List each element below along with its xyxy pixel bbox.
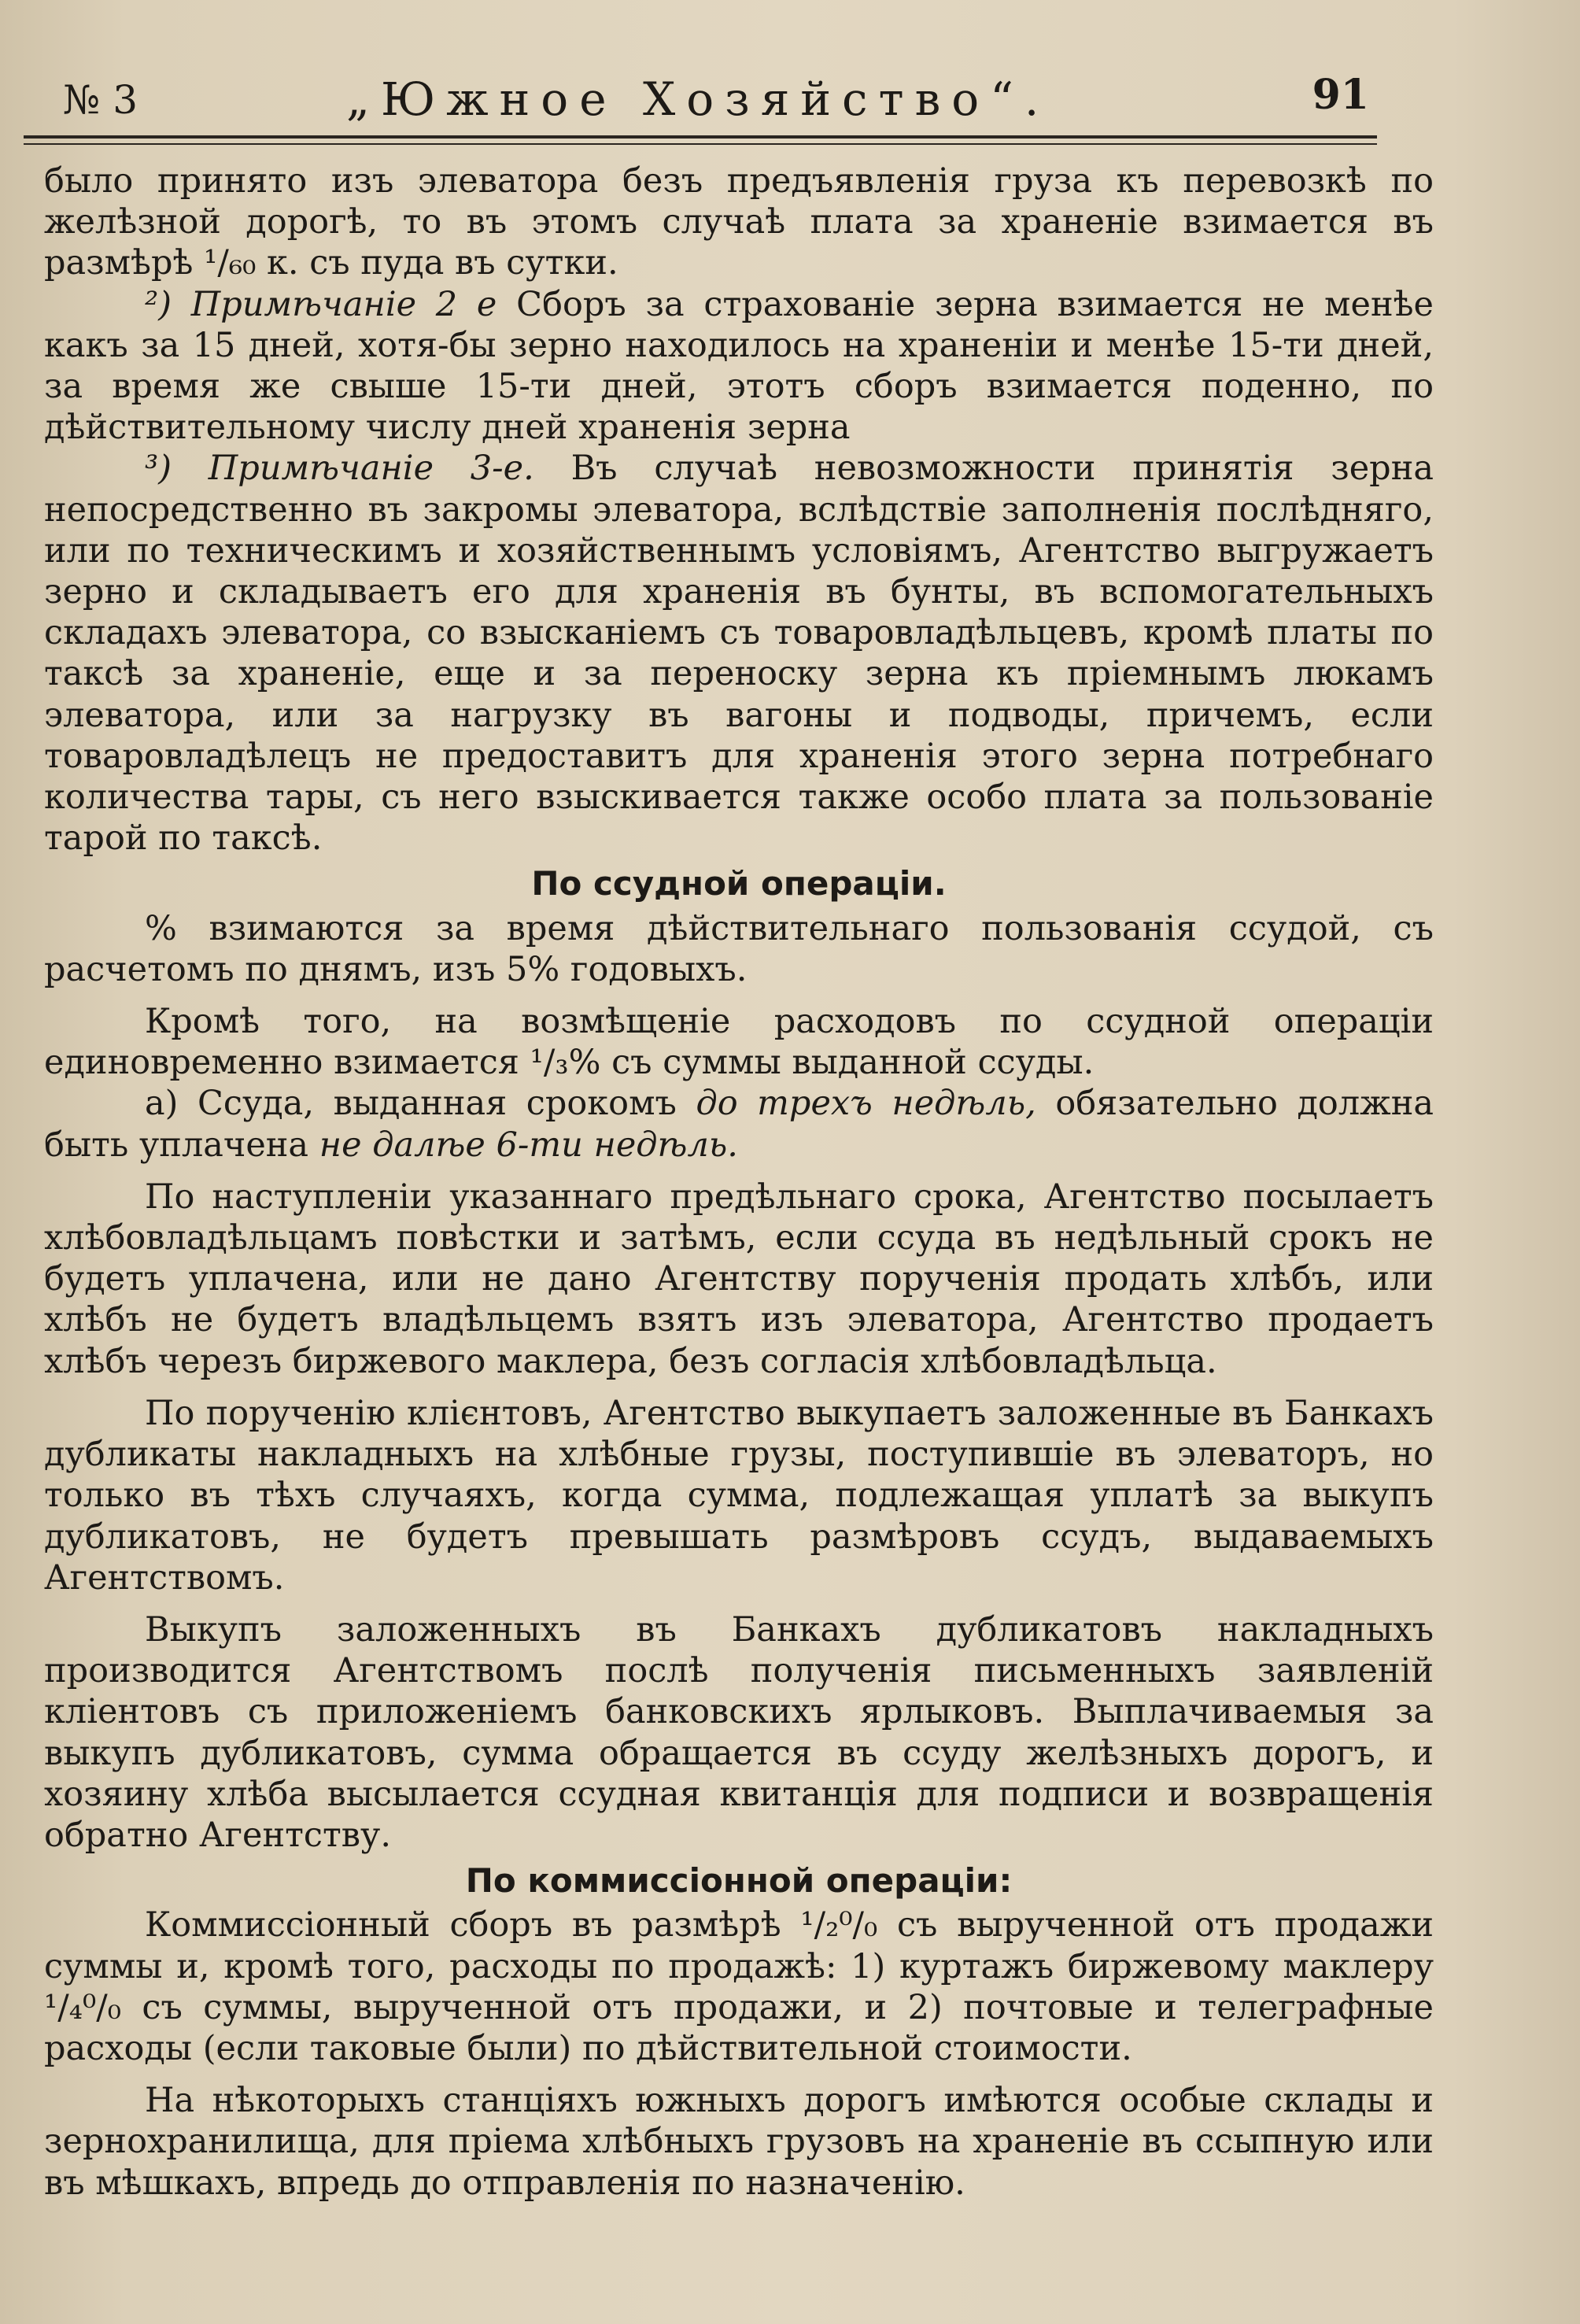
section-heading: По ссудной операціи. bbox=[531, 864, 947, 903]
footnote-paragraph bbox=[44, 284, 1434, 449]
italic-run: до трехъ недѣль, bbox=[696, 1084, 1036, 1124]
page-number: 91 bbox=[1312, 71, 1369, 119]
section-heading: По коммиссіонной операціи: bbox=[465, 1861, 1013, 1901]
footnote-text: Въ случаѣ невозможности принятія зерна непосредственно въ закромы элеватора, вслѣдствіе заполненія послѣдняго, или по техническимъ и хозяйственнымъ условіямъ, Агентство выгружаетъ зерно и складываетъ его для храненія въ бунты, въ вспомогательныхъ складахъ элеватора, со взысканіемъ съ товаровладѣльцевъ, кромѣ платы по таксѣ за храненіе, еще и за переноску зерна къ пріемнымъ люкамъ элеватора, или за нагрузку въ вагоны и подводы, причемъ, если товаровладѣлецъ не предоставитъ для храненія этого зерна потребнаго количества тары, съ него взыскивается также особо плата за пользованіе тарой по таксѣ. bbox=[44, 449, 1434, 859]
running-header bbox=[63, 66, 1369, 137]
footnote-mark: ³) Примѣчаніе 3-е. bbox=[145, 449, 534, 489]
paragraph: По порученію клієнтовъ, Агентство выкупаетъ заложенные въ Банкахъ дубликаты накладныхъ на хлѣбные грузы, поступившіе въ элеваторъ, но только въ тѣхъ случаяхъ, когда сумма, подлежащая уплатѣ за выкупъ дубликатовъ, не будетъ превышать размѣровъ ссудъ, выдаваемыхъ Агентствомъ. bbox=[44, 1393, 1434, 1598]
paragraph: было принято изъ элеватора безъ предъявленія груза къ перевозкѣ по желѣзной дорогѣ, то въ этомъ случаѣ плата за храненіе взимается въ размѣрѣ ¹/₆₀ к. съ пуда въ сутки. bbox=[44, 161, 1434, 283]
paragraph: На нѣкоторыхъ станціяхъ южныхъ дорогъ имѣются особые склады и зернохранилища, для пріема хлѣбныхъ грузовъ на храненіе въ ссыпную или въ мѣшкахъ, впредь до отправленія по назначенію. bbox=[44, 2081, 1434, 2203]
header-rule-thin bbox=[24, 143, 1377, 145]
paragraph: % взимаются за время дѣйствительнаго пользованія ссудой, съ расчетомъ по днямъ, изъ 5% годовыхъ. bbox=[44, 908, 1434, 989]
journal-title: „Южное Хозяйство“. bbox=[346, 72, 1050, 126]
paragraph: Выкупъ заложенныхъ въ Банкахъ дубликатовъ накладныхъ производится Агентствомъ послѣ полученія письменныхъ заявленій кліентовъ съ приложеніемъ банковскихъ ярлыковъ. Выплачиваемыя за выкупъ дубликатовъ, сумма обращается въ ссуду желѣзныхъ дорогъ, и хозяину хлѣба высылается ссудная квитанція для подписи и возвращенія обратно Агентству. bbox=[44, 1609, 1434, 1855]
issue-number: № 3 bbox=[63, 77, 138, 123]
footnote-mark: ²) Примѣчаніе 2 е bbox=[145, 284, 497, 324]
header-rule bbox=[24, 135, 1377, 139]
paragraph: Кромѣ того, на возмѣщеніе расходовъ по ссудной операціи единовременно взимается ¹/₃% съ суммы выданной ссуды. bbox=[44, 1002, 1434, 1083]
footnote-paragraph bbox=[44, 448, 1434, 859]
text-run: обязательно должна быть уплачена bbox=[44, 1084, 1434, 1165]
text-run: а) Ссуда, выданная срокомъ bbox=[145, 1084, 677, 1124]
paragraph bbox=[44, 1083, 1434, 1165]
article-body bbox=[44, 161, 1434, 2204]
footnote-text: Сборъ за страхованіе зерна взимается не менѣе какъ за 15 дней, хотя-бы зерно находилось на храненіи и менѣе 15-ти дней, за время же свыше 15-ти дней, этотъ сборъ взимается поденно, по дѣйствительному числу дней храненія зерна bbox=[44, 284, 1434, 448]
italic-run: не далѣе 6-ти недѣль. bbox=[319, 1125, 738, 1165]
paragraph: По наступленіи указаннаго предѣльнаго срока, Агентство посылаетъ хлѣбовладѣльцамъ повѣстки и затѣмъ, если ссуда въ недѣльный срокъ не будетъ уплачена, или не дано Агентству порученія продать хлѣбъ, или хлѣбъ не будетъ владѣльцемъ взятъ изъ элеватора, Агентство продаетъ хлѣбъ черезъ биржевого маклера, безъ согласія хлѣбовладѣльца. bbox=[44, 1177, 1434, 1381]
paragraph: Коммиссіонный сборъ въ размѣрѣ ¹/₂⁰/₀ съ вырученной отъ продажи суммы и, кромѣ того, расходы по продажѣ: 1) куртажъ биржевому маклеру ¹/₄⁰/₀ съ суммы, вырученной отъ продажи, и 2) почтовые и телеграфные расходы (если таковые были) по дѣйствительной стоимости. bbox=[44, 1905, 1434, 2068]
